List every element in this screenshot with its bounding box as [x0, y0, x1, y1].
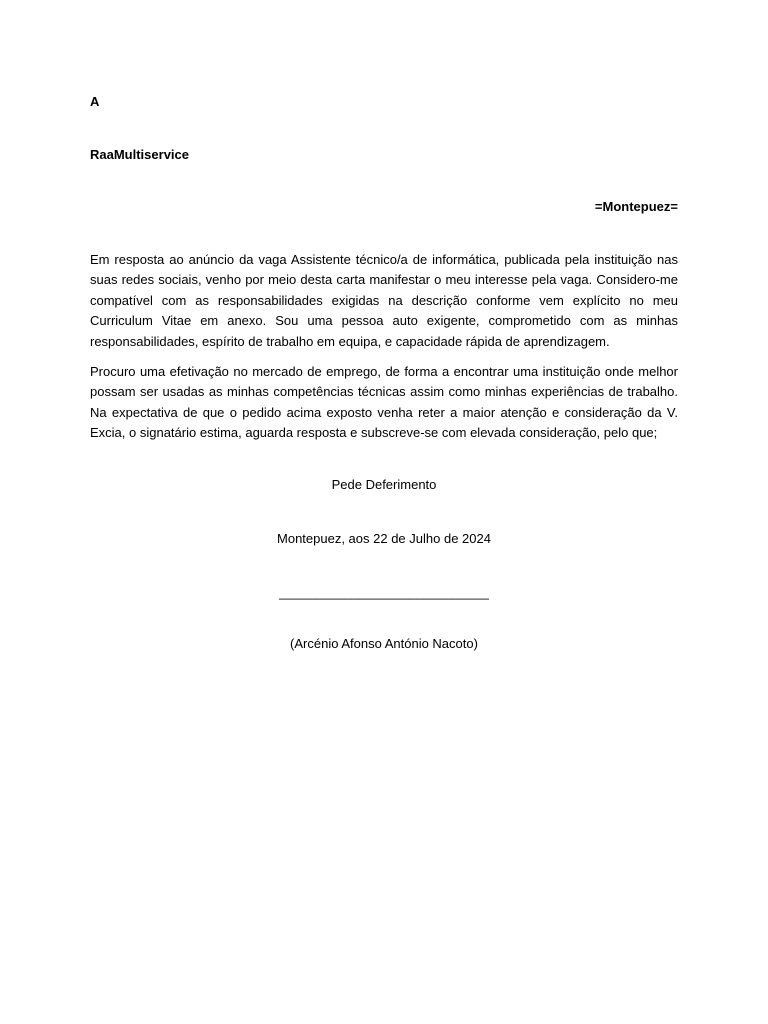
recipient-prefix: A [90, 94, 100, 109]
location-heading: =Montepuez= [594, 199, 678, 214]
signature-line: _____________________________ [279, 585, 489, 600]
closing-text: Pede Deferimento [331, 477, 437, 492]
recipient-company: RaaMultiservice [90, 147, 189, 162]
signatory-name: (Arcénio Afonso António Nacoto) [290, 636, 478, 651]
date-line: Montepuez, aos 22 de Julho de 2024 [277, 531, 491, 546]
body-paragraph-1: Em resposta ao anúncio da vaga Assistente técnico/a de informática, publicada pela instituição nas suas redes sociais, venho por meio desta carta manifestar o meu interesse pela vaga. Considero-me compatível com as responsabilidades exigidas na descrição conforme vem explícito no meu Curriculum Vitae em anexo. Sou uma pessoa auto exigente, comprometido com as minhas responsabilidades, espírito de trabalho em equipa, e capacidade rápida de aprendizagem. [90, 252, 678, 349]
body-paragraph-2: Procuro uma efetivação no mercado de emprego, de forma a encontrar uma instituição onde melhor possam ser usadas as minhas competências técnicas assim como minhas experiências de trabalho. Na expectativa de que o pedido acima exposto venha reter a maior atenção e consideração da V. Excia, o signatário estima, aguarda resposta e subscreve-se com elevada consideração, pelo que; [90, 364, 678, 441]
